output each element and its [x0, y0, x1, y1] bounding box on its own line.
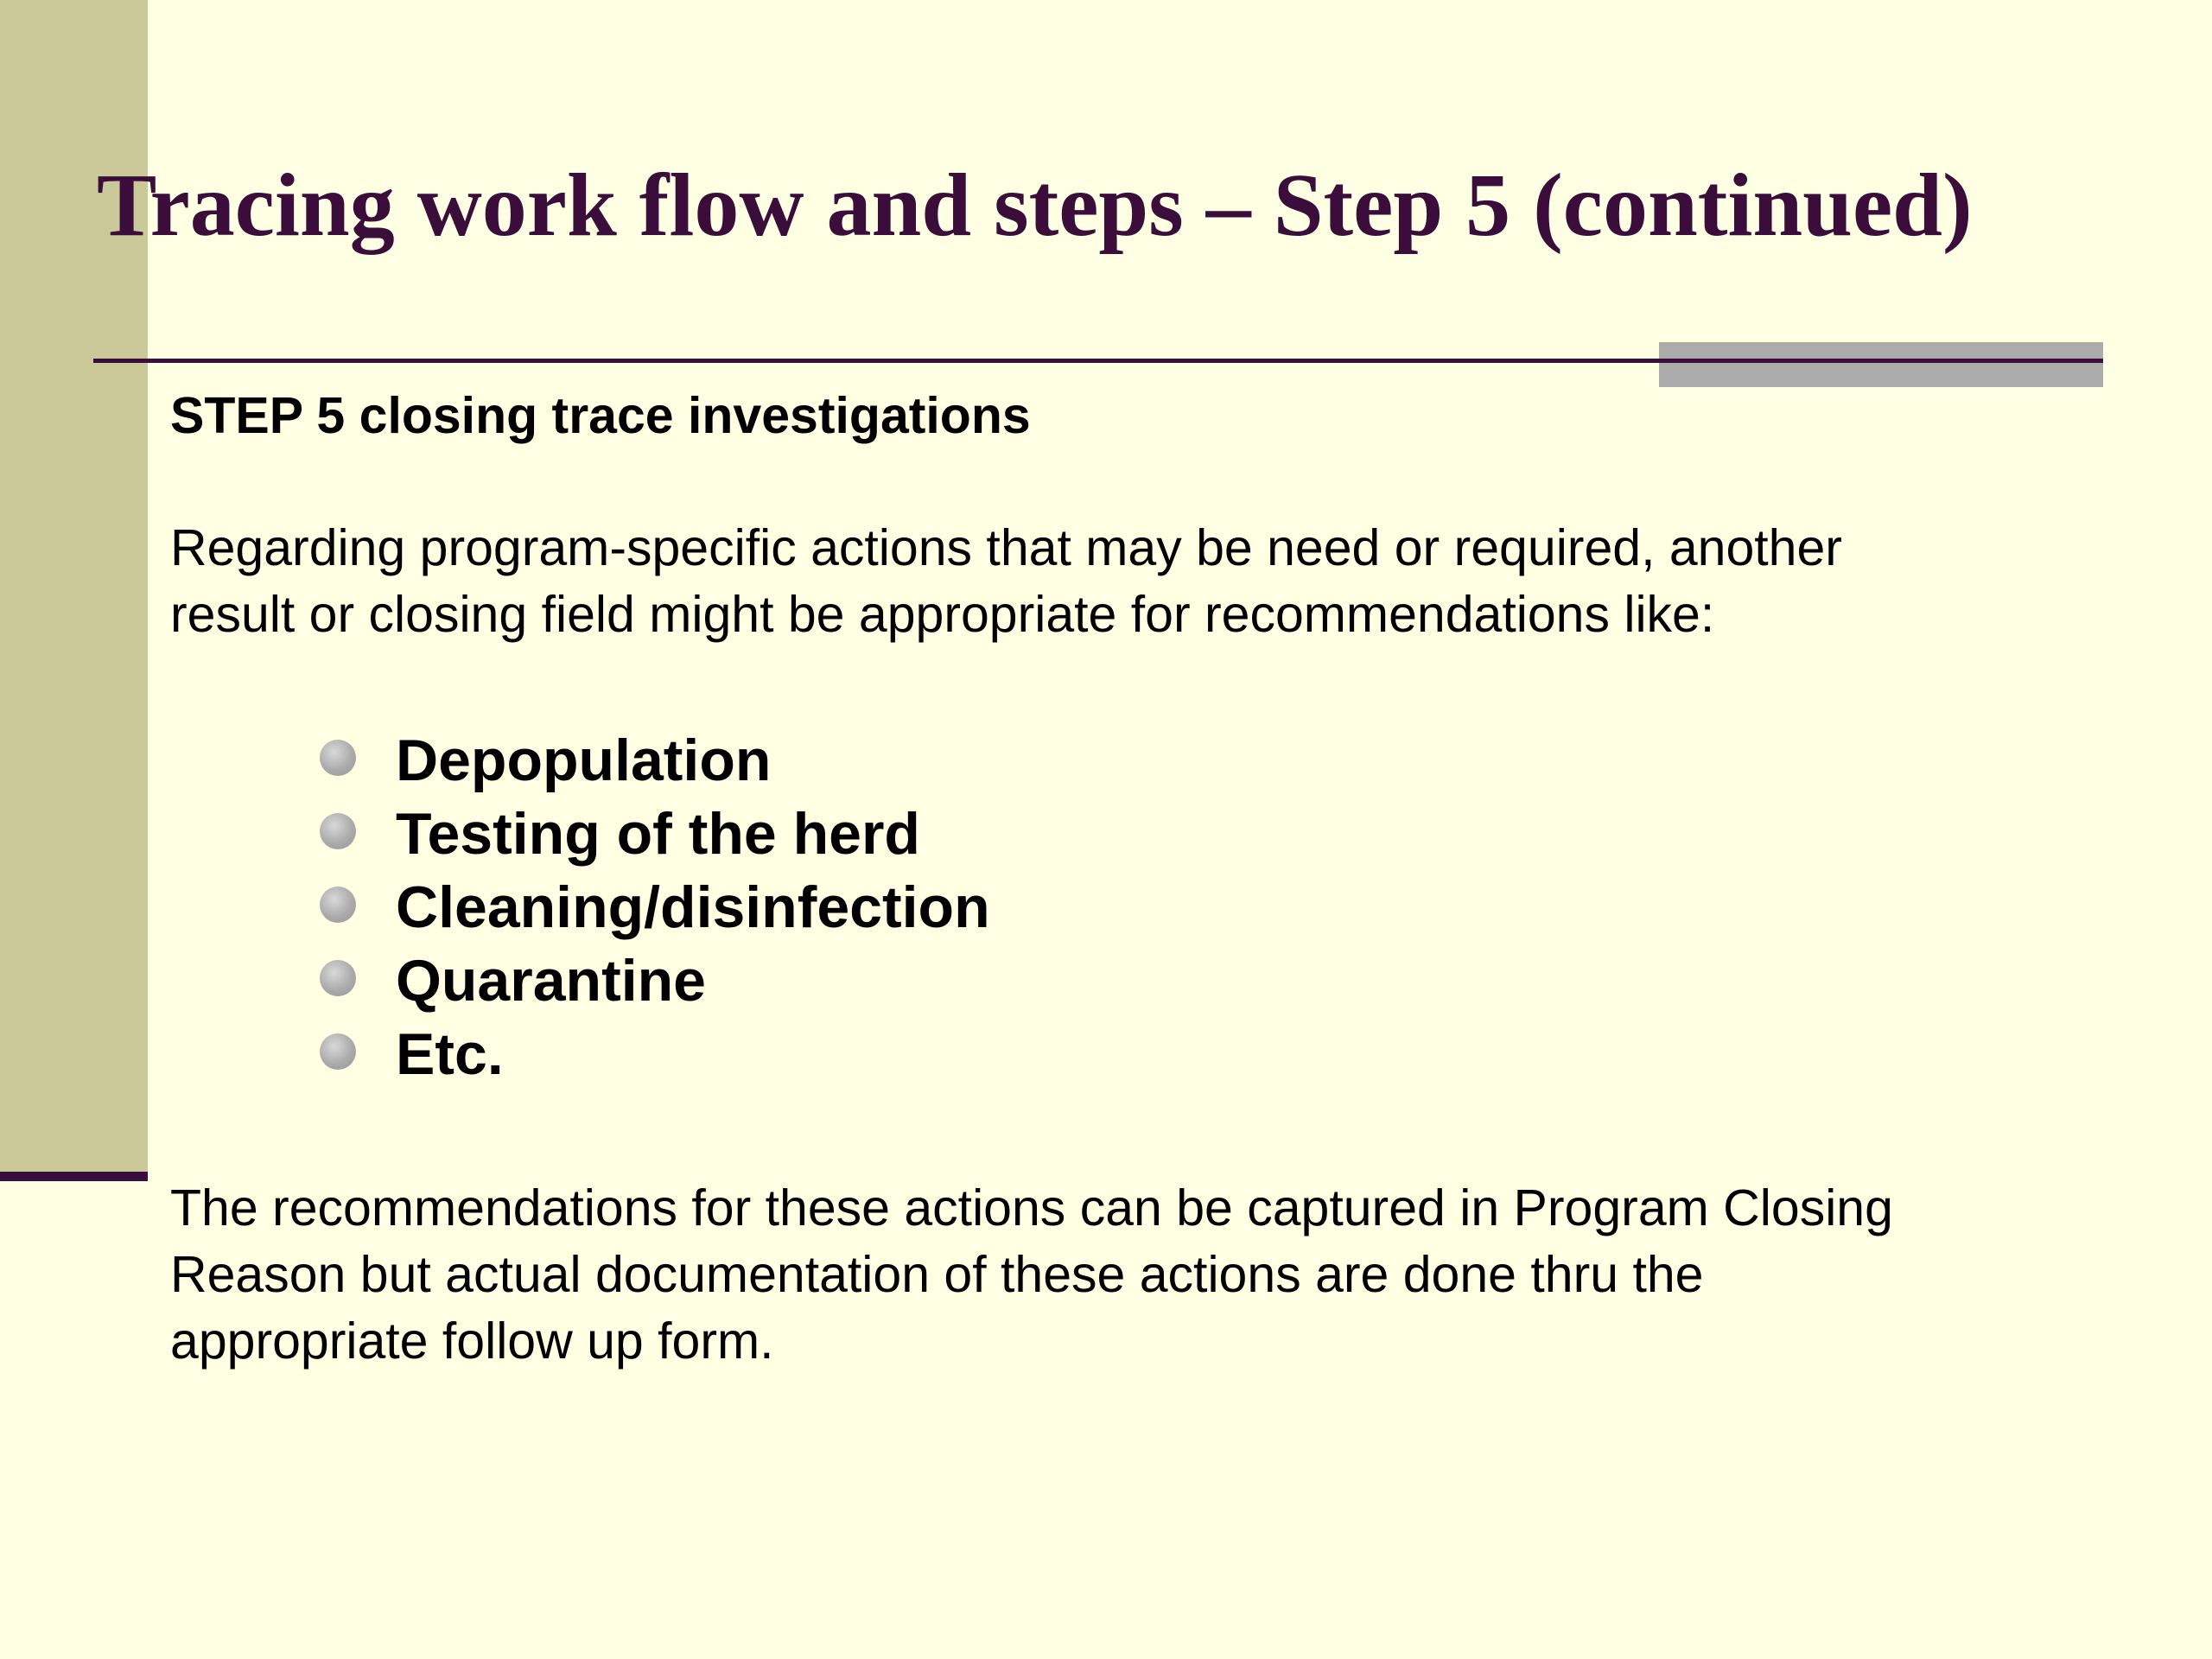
left-band-divider: [0, 1172, 148, 1181]
title-rule-gray-bar: [1659, 342, 2103, 387]
bullet-dot-icon: [320, 960, 356, 996]
intro-line-1: Regarding program-specific actions that may be need or required, another: [170, 519, 1842, 576]
bullet-dot-icon: [320, 813, 356, 849]
bullet-dot-icon: [320, 1033, 356, 1070]
list-item-text: Testing of the herd: [396, 801, 920, 867]
list-item-text: Quarantine: [396, 948, 706, 1014]
list-item-text: Depopulation: [396, 728, 772, 793]
closing-line-2: Reason but actual documentation of these actions are done thru the: [170, 1246, 1704, 1303]
step-subheading: STEP 5 closing trace investigations: [170, 387, 1031, 444]
closing-line-1: The recommendations for these actions can be captured in Program Closing: [170, 1179, 1893, 1236]
intro-line-2: result or closing field might be appropriate for recommendations like:: [170, 586, 1715, 643]
list-item-text: Cleaning/disinfection: [396, 874, 990, 940]
closing-paragraph: [170, 1175, 2123, 1375]
bullet-dot-icon: [320, 887, 356, 923]
closing-line-3: appropriate follow up form.: [170, 1313, 774, 1370]
bullet-dot-icon: [320, 740, 356, 776]
title-rule-line: [93, 359, 2103, 363]
intro-paragraph: [170, 515, 2106, 648]
slide-title: Tracing work flow and steps – Step 5 (continued): [97, 156, 1973, 255]
list-item-text: Etc.: [396, 1021, 504, 1087]
